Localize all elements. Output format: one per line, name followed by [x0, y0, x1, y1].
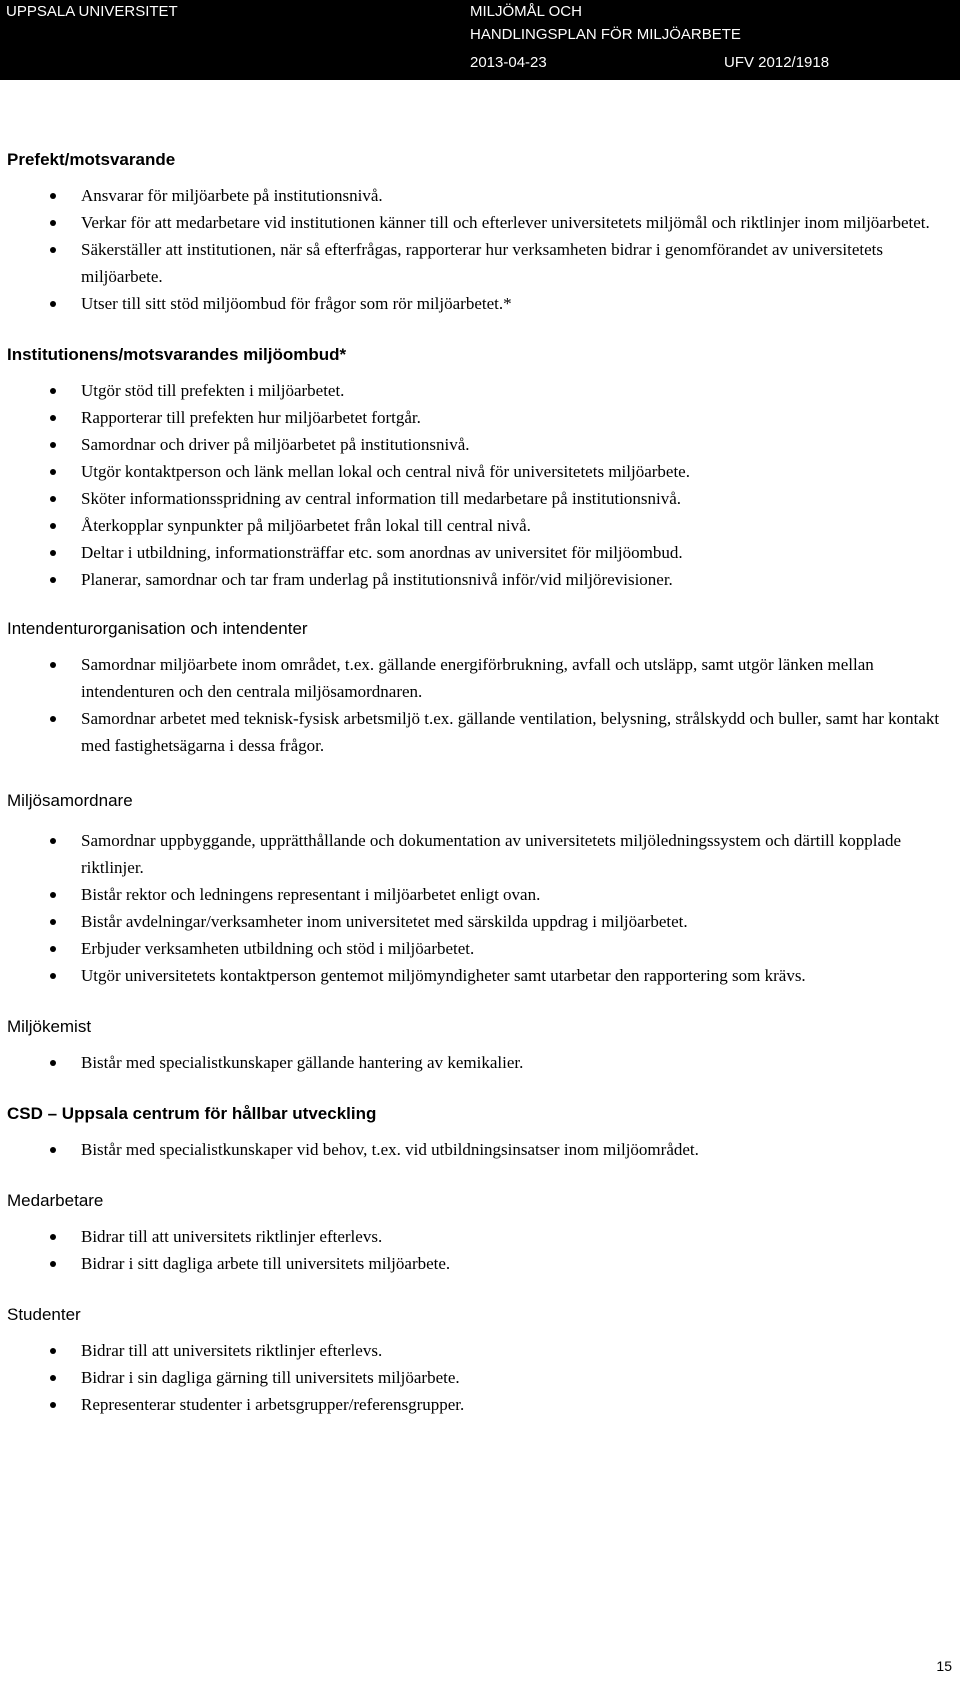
- list-item: Samordnar miljöarbete inom området, t.ex. gällande energiförbrukning, avfall och utsläpp, samt utgör länken mellan intendenturen och den centrala miljösamordnaren.: [0, 651, 960, 705]
- bullet-icon: [50, 892, 56, 898]
- bullet-list: [0, 827, 960, 989]
- bullet-icon: [50, 388, 56, 394]
- bullet-icon: [50, 193, 56, 199]
- bullet-icon: [50, 662, 56, 668]
- header-title-line1: MILJÖMÅL OCH: [470, 3, 582, 20]
- bullet-icon: [50, 1375, 56, 1381]
- section-medarbetare: [0, 1189, 960, 1277]
- section-csd: [0, 1102, 960, 1163]
- bullet-icon: [50, 1402, 56, 1408]
- header-title-line2: HANDLINGSPLAN FÖR MILJÖARBETE: [470, 26, 741, 43]
- bullet-icon: [50, 523, 56, 529]
- bullet-list: [0, 1223, 960, 1277]
- list-item: Planerar, samordnar och tar fram underlag på institutionsnivå inför/vid miljörevisioner.: [0, 566, 960, 593]
- bullet-list: [0, 651, 960, 759]
- bullet-icon: [50, 919, 56, 925]
- bullet-list: [0, 1337, 960, 1418]
- bullet-icon: [50, 442, 56, 448]
- list-item: Deltar i utbildning, informationsträffar etc. som anordnas av universitet för miljöombud.: [0, 539, 960, 566]
- list-item: Ansvarar för miljöarbete på institutionsnivå.: [0, 182, 960, 209]
- list-item: Återkopplar synpunkter på miljöarbetet från lokal till central nivå.: [0, 512, 960, 539]
- bullet-icon: [50, 220, 56, 226]
- header-reference: UFV 2012/1918: [724, 54, 830, 71]
- list-item: Samordnar och driver på miljöarbetet på institutionsnivå.: [0, 431, 960, 458]
- section-title: Prefekt/motsvarande: [7, 150, 176, 169]
- section-miljoombud: [0, 343, 960, 593]
- bullet-icon: [50, 550, 56, 556]
- bullet-icon: [50, 838, 56, 844]
- list-item: Bistår rektor och ledningens representant i miljöarbetet enligt ovan.: [0, 881, 960, 908]
- list-item: Samordnar arbetet med teknisk-fysisk arbetsmiljö t.ex. gällande ventilation, belysning, strålskydd och buller, samt har kontakt med fastighetsägarna i dessa frågor.: [0, 705, 960, 759]
- document-body: [0, 148, 960, 1452]
- list-item: Bistår med specialistkunskaper gällande hantering av kemikalier.: [0, 1049, 960, 1076]
- list-item: Utgör universitetets kontaktperson gentemot miljömyndigheter samt utarbetar den rapportering som krävs.: [0, 962, 960, 989]
- section-miljokemist: [0, 1015, 960, 1076]
- section-title: Intendenturorganisation och intendenter: [7, 619, 308, 638]
- bullet-icon: [50, 946, 56, 952]
- header-organization: UPPSALA UNIVERSITET: [6, 3, 178, 20]
- list-item: Bistår med specialistkunskaper vid behov, t.ex. vid utbildningsinsatser inom miljöområdet.: [0, 1136, 960, 1163]
- list-item: Representerar studenter i arbetsgrupper/referensgrupper.: [0, 1391, 960, 1418]
- list-item: Verkar för att medarbetare vid institutionen känner till och efterlever universitetets miljömål och riktlinjer inom miljöarbetet.: [0, 209, 960, 236]
- bullet-icon: [50, 415, 56, 421]
- page-number: 15: [936, 1658, 952, 1674]
- header-date: 2013-04-23: [470, 54, 547, 71]
- list-item: Säkerställer att institutionen, när så efterfrågas, rapporterar hur verksamheten bidrar i genomförandet av universitetets miljöarbete.: [0, 236, 960, 290]
- bullet-icon: [50, 496, 56, 502]
- list-item: Bidrar till att universitets riktlinjer efterlevs.: [0, 1223, 960, 1250]
- bullet-icon: [50, 577, 56, 583]
- page-header: [0, 0, 960, 80]
- section-intendentur: [0, 617, 960, 759]
- bullet-icon: [50, 716, 56, 722]
- bullet-icon: [50, 1261, 56, 1267]
- section-miljosamordnare: [0, 789, 960, 989]
- list-item: Utgör stöd till prefekten i miljöarbetet.: [0, 377, 960, 404]
- section-title: CSD – Uppsala centrum för hållbar utveckling: [7, 1104, 377, 1123]
- bullet-icon: [50, 973, 56, 979]
- list-item: Bidrar i sin dagliga gärning till universitets miljöarbete.: [0, 1364, 960, 1391]
- bullet-icon: [50, 1060, 56, 1066]
- list-item: Bidrar till att universitets riktlinjer efterlevs.: [0, 1337, 960, 1364]
- section-title: Institutionens/motsvarandes miljöombud*: [7, 345, 347, 364]
- list-item: Rapporterar till prefekten hur miljöarbetet fortgår.: [0, 404, 960, 431]
- bullet-icon: [50, 301, 56, 307]
- section-title: Miljökemist: [7, 1017, 92, 1036]
- list-item: Utser till sitt stöd miljöombud för frågor som rör miljöarbetet.*: [0, 290, 960, 317]
- bullet-icon: [50, 1348, 56, 1354]
- section-title: Studenter: [7, 1305, 81, 1324]
- bullet-icon: [50, 469, 56, 475]
- bullet-icon: [50, 1147, 56, 1153]
- list-item: Samordnar uppbyggande, upprätthållande och dokumentation av universitetets miljöledningssystem och därtill kopplade riktlinjer.: [0, 827, 960, 881]
- section-studenter: [0, 1303, 960, 1418]
- bullet-list: [0, 182, 960, 317]
- section-title: Miljösamordnare: [7, 791, 133, 810]
- bullet-list: [0, 377, 960, 593]
- bullet-list: [0, 1136, 960, 1163]
- bullet-icon: [50, 247, 56, 253]
- list-item: Erbjuder verksamheten utbildning och stöd i miljöarbetet.: [0, 935, 960, 962]
- section-title: Medarbetare: [7, 1191, 104, 1210]
- bullet-icon: [50, 1234, 56, 1240]
- list-item: Sköter informationsspridning av central information till medarbetare på institutionsnivå.: [0, 485, 960, 512]
- list-item: Utgör kontaktperson och länk mellan lokal och central nivå för universitetets miljöarbete.: [0, 458, 960, 485]
- list-item: Bidrar i sitt dagliga arbete till universitets miljöarbete.: [0, 1250, 960, 1277]
- bullet-list: [0, 1049, 960, 1076]
- section-prefekt: [0, 148, 960, 317]
- list-item: Bistår avdelningar/verksamheter inom universitetet med särskilda uppdrag i miljöarbetet.: [0, 908, 960, 935]
